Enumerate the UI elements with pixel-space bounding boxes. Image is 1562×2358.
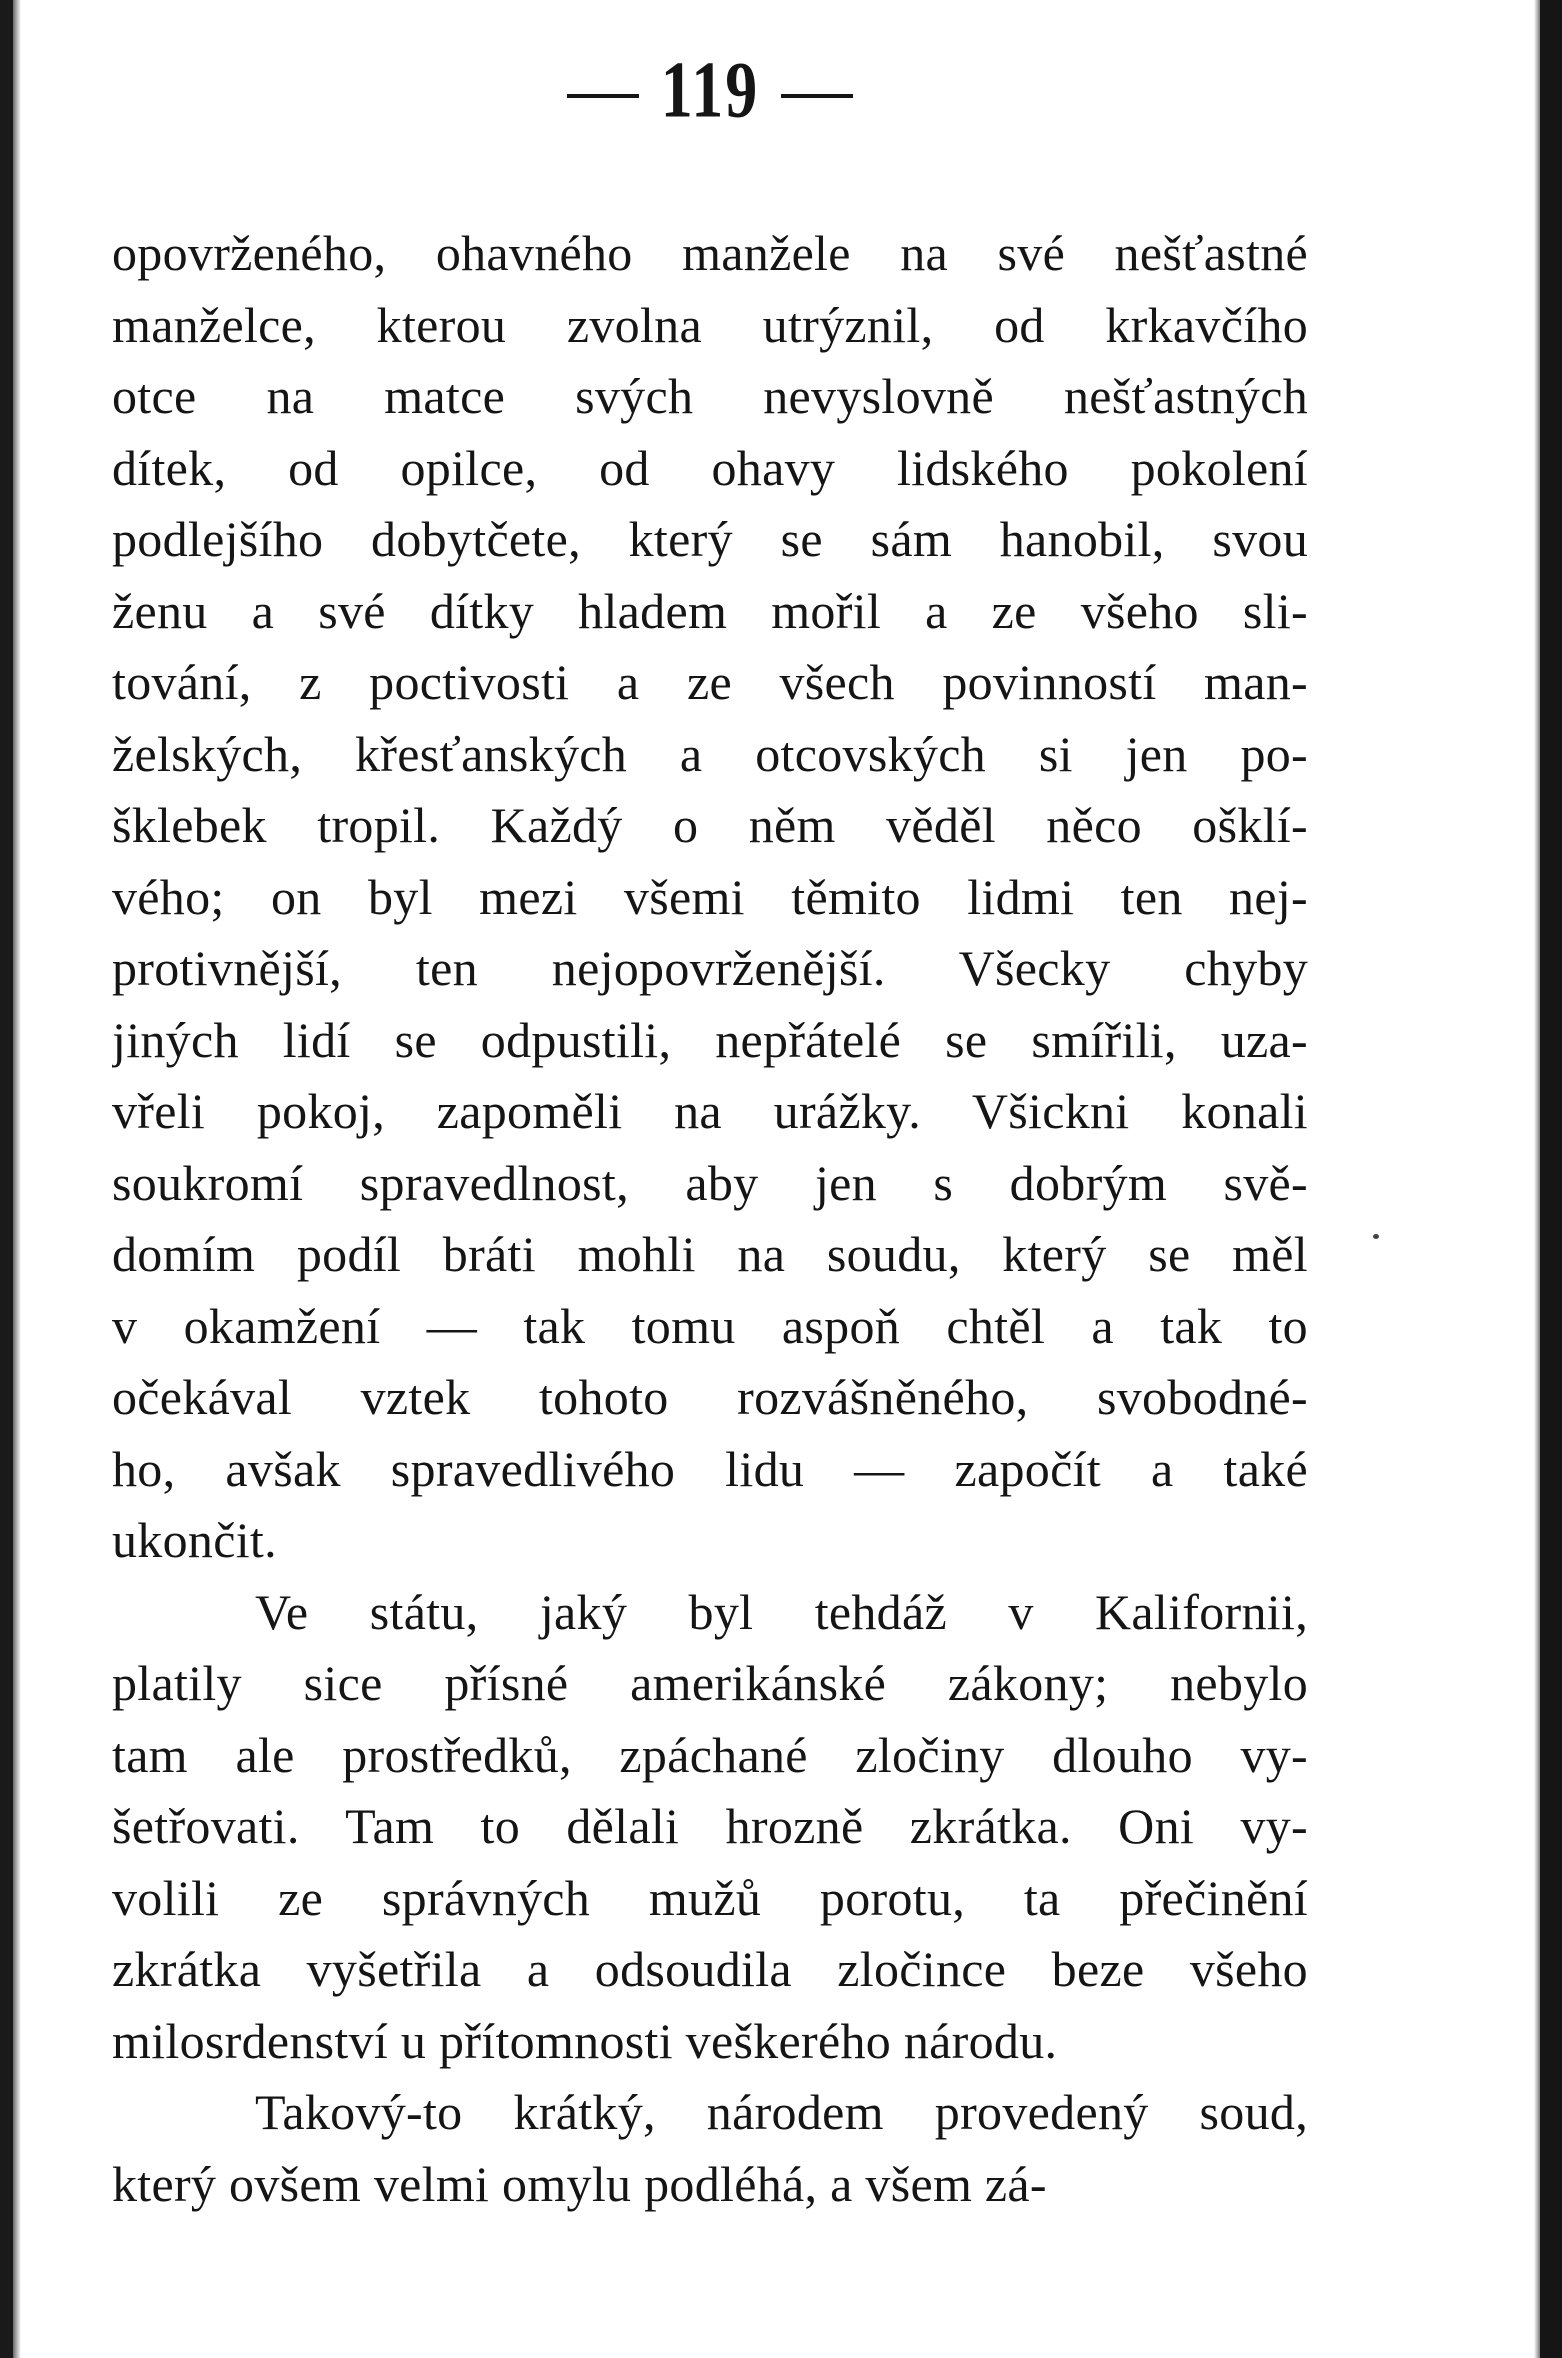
text-line: soukromí spravedlnost, aby jen s dobrým svě- bbox=[112, 1154, 1308, 1211]
scan-edge-right bbox=[1540, 0, 1562, 2358]
text-line: Ve státu, jaký byl tehdáž v Kalifornii, bbox=[255, 1583, 1308, 1640]
text-line: otce na matce svých nevyslovně nešťastných bbox=[112, 368, 1308, 424]
scan-edge-right-shadow bbox=[1534, 0, 1540, 2358]
text-line: podlejšího dobytčete, který se sám hanobil, svou bbox=[112, 511, 1308, 567]
header-dash-left bbox=[567, 94, 639, 98]
book-page bbox=[112, 40, 1308, 2220]
text-line: ho, avšak spravedlivého lidu — započít a také bbox=[112, 1440, 1308, 1497]
text-line: protivnější, ten nejopovrženější. Všecky chyby bbox=[112, 940, 1308, 996]
text-line: zkrátka vyšetřila a odsoudila zločince beze všeho bbox=[112, 1941, 1308, 1997]
text-line: dítek, od opilce, od ohavy lidského pokolení bbox=[112, 439, 1308, 496]
scan-edge-left bbox=[0, 0, 13, 2358]
text-line: želských, křesťanských a otcovských si jen po- bbox=[112, 725, 1308, 782]
text-line: platily sice přísné amerikánské zákony; nebylo bbox=[112, 1655, 1308, 1711]
page-number: 119 bbox=[660, 45, 760, 134]
header-dash-right bbox=[781, 94, 853, 98]
paragraph bbox=[112, 1577, 1308, 2078]
text-line: který ovšem velmi omylu podléhá, a všem zá- bbox=[112, 2155, 1047, 2212]
text-line: opovrženého, ohavného manžele na své nešťastné bbox=[112, 225, 1308, 281]
paragraph bbox=[112, 2077, 1308, 2220]
text-line: milosrdenství u přítomnosti veškerého národu. bbox=[112, 2012, 1058, 2069]
text-line: volili ze správných mužů porotu, ta přečinění bbox=[112, 1869, 1308, 1926]
page-header bbox=[112, 40, 1308, 140]
text-line: očekával vztek tohoto rozvášněného, svobodné- bbox=[112, 1369, 1308, 1425]
scan-speck bbox=[1373, 1234, 1379, 1239]
text-line: domím podíl bráti mohli na soudu, který se měl bbox=[112, 1226, 1308, 1282]
text-line: manželce, kterou zvolna utrýznil, od krkavčího bbox=[112, 296, 1308, 353]
paragraph bbox=[112, 218, 1308, 1577]
text-line: tam ale prostředků, zpáchané zločiny dlouho vy- bbox=[112, 1726, 1308, 1783]
text-line: tování, z poctivosti a ze všech povinností man- bbox=[112, 654, 1308, 710]
text-line: vého; on byl mezi všemi těmito lidmi ten nej- bbox=[112, 868, 1308, 925]
text-line: v okamžení — tak tomu aspoň chtěl a tak to bbox=[112, 1297, 1308, 1354]
text-line: jiných lidí se odpustili, nepřátelé se smířili, uza- bbox=[112, 1011, 1308, 1068]
scan-edge-left-shadow bbox=[13, 0, 21, 2358]
text-line: vřeli pokoj, zapoměli na urážky. Všickni konali bbox=[112, 1083, 1308, 1139]
text-line: ženu a své dítky hladem mořil a ze všeho sli- bbox=[112, 582, 1308, 639]
text-line: šetřovati. Tam to dělali hrozně zkrátka. Oni vy- bbox=[112, 1798, 1308, 1854]
text-line: šklebek tropil. Každý o něm věděl něco ošklí- bbox=[112, 797, 1308, 853]
body-text bbox=[112, 218, 1308, 2220]
text-line: Takový-to krátký, národem provedený soud, bbox=[255, 2084, 1308, 2140]
text-line: ukončit. bbox=[112, 1512, 277, 1568]
